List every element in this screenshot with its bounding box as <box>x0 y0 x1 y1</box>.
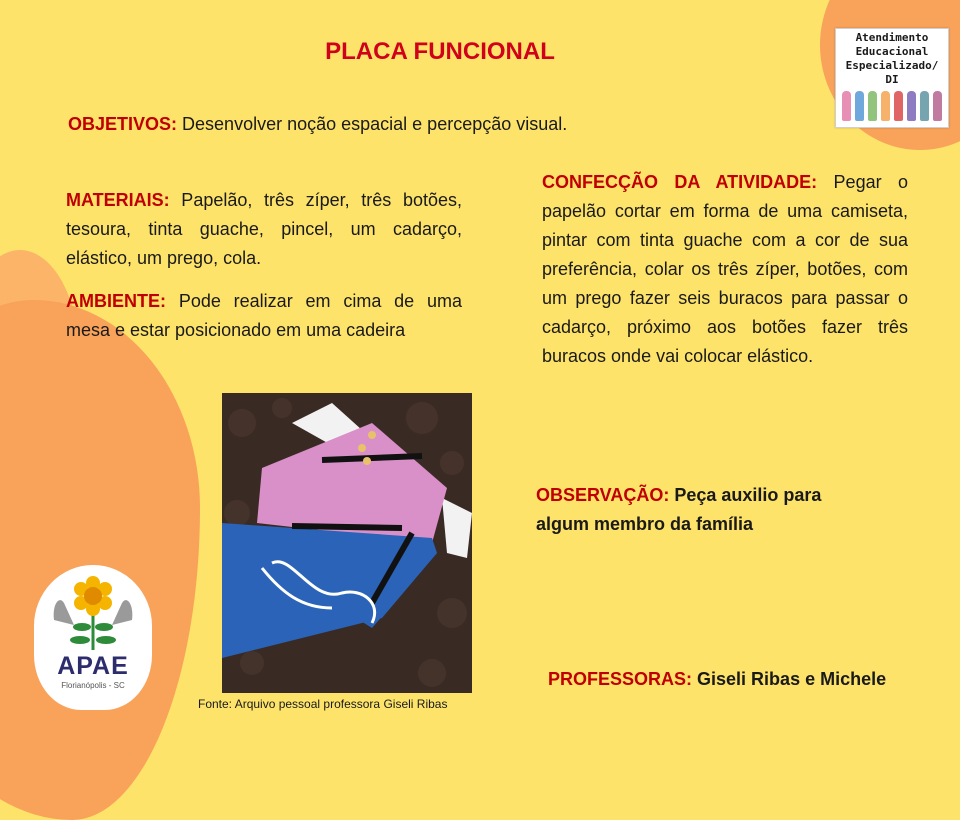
sunflower-hands-icon <box>34 565 152 655</box>
observacao-label: OBSERVAÇÃO: <box>536 485 670 505</box>
observacao-line2: algum membro da família <box>536 514 754 534</box>
photo-caption: Fonte: Arquivo pessoal professora Giseli Ribas <box>198 697 448 711</box>
objetivos-text: Desenvolver noção espacial e percepção visual. <box>177 114 568 134</box>
ambiente-section <box>66 287 462 345</box>
professoras-label: PROFESSORAS: <box>548 669 693 689</box>
materiais-text: Papelão, três zíper, três botões, tesoura, tinta guache, pincel, um cadarço, elástico, um prego, cola. <box>66 190 462 268</box>
ambiente-label: AMBIENTE: <box>66 291 166 311</box>
confeccao-label: CONFECÇÃO DA ATIVIDADE: <box>542 172 818 192</box>
apae-name: APAE <box>57 652 129 680</box>
activity-photo <box>222 393 472 693</box>
aee-logo-line3: Especializado/ DI <box>845 59 939 86</box>
aee-logo-line2: Educacional <box>855 45 929 58</box>
objetivos-label: OBJETIVOS: <box>68 114 178 134</box>
confeccao-text: Pegar o papelão cortar em forma de uma camiseta, pintar com tinta guache com a cor de sua preferência, colar os três zíper, botões, com um prego fazer seis buracos para passar o cadarço, próximo aos botões fazer três buracos onde vai colocar elástico. <box>542 172 908 366</box>
aee-logo-line1: Atendimento <box>855 31 929 44</box>
objetivos-section <box>68 114 567 135</box>
observacao-line1: Peça auxilio para <box>669 485 822 505</box>
people-illustration <box>836 87 948 121</box>
professoras-section <box>548 669 886 690</box>
ambiente-text: Pode realizar em cima de uma mesa e estar posicionado em uma cadeira <box>66 291 462 340</box>
apae-logo <box>34 565 152 710</box>
confeccao-section <box>542 168 908 371</box>
observacao-section <box>536 481 821 539</box>
page-title: PLACA FUNCIONAL <box>325 38 555 65</box>
apae-city: Florianópolis - SC <box>61 681 125 690</box>
decorative-blob-bottom-left <box>0 300 200 820</box>
professoras-text: Giseli Ribas e Michele <box>692 669 887 689</box>
materiais-section <box>66 186 462 273</box>
materiais-label: MATERIAIS: <box>66 190 170 210</box>
